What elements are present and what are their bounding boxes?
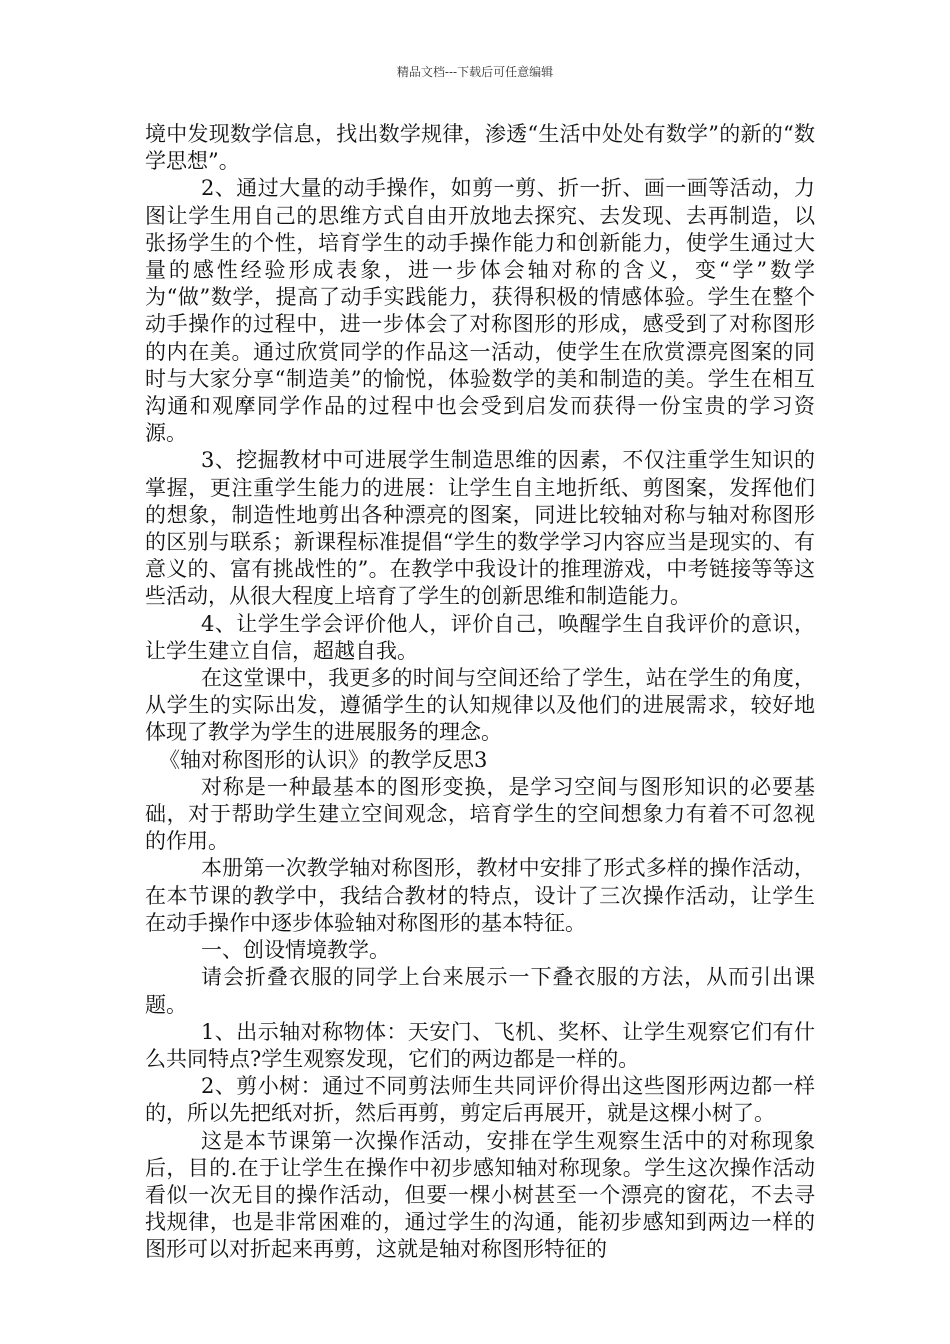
paragraph-11: 这是本节课第一次操作活动，安排在学生观察生活中的对称现象后，目的.在于让学生在操作中初步感知轴对称现象。学生这次操作活动看似一次无目的操作活动，但要一棵小树甚至一个漂亮的窗花，不去寻找规律，也是非常困难的，通过学生的沟通，能初步感知到两边一样的图形可以对折起来再剪，这就是轴对称图形特征的	[145, 1128, 815, 1262]
paragraph-6: 对称是一种最基本的图形变换，是学习空间与图形知识的必要基础，对于帮助学生建立空间观念，培育学生的空间想象力有着不可忽视的作用。	[145, 774, 815, 854]
paragraph-10: 2、剪小树：通过不同剪法师生共同评价得出这些图形两边都一样的，所以先把纸对折，然后再剪，剪定后再展开，就是这棵小树了。	[145, 1074, 815, 1126]
paragraph-4: 4、让学生学会评价他人，评价自己，唤醒学生自我评价的意识，让学生建立自信，超越自我。	[145, 611, 815, 663]
paragraph-8: 请会折叠衣服的同学上台来展示一下叠衣服的方法，从而引出课题。	[145, 965, 815, 1017]
page-header: 精品文档---下载后可任意编辑	[396, 65, 554, 79]
subheading-1: 一、创设情境教学。	[201, 938, 390, 963]
paragraph-5: 在这堂课中，我更多的时间与空间还给了学生，站在学生的角度，从学生的实际出发，遵循学生的认知规律以及他们的进展需求，较好地体现了教学为学生的进展服务的理念。	[145, 666, 815, 745]
paragraph-7: 本册第一次教学轴对称图形，教材中安排了形式多样的操作活动，在本节课的教学中，我结合教材的特点，设计了三次操作活动，让学生在动手操作中逐步体验轴对称图形的基本特征。	[145, 856, 815, 935]
paragraph-9: 1、出示轴对称物体：天安门、飞机、奖杯、让学生观察它们有什么共同特点?学生观察发现，它们的两边都是一样的。	[145, 1019, 815, 1071]
document-body	[145, 121, 815, 1264]
paragraph-2: 2、通过大量的动手操作，如剪一剪、折一折、画一画等活动，力图让学生用自己的思维方式自由开放地去探究、去发现、去再制造，以张扬学生的个性，培育学生的动手操作能力和创新能力，使学生通过大量的感性经验形成表象，进一步体会轴对称的含义，变“学”数学为“做”数学，提高了动手实践能力，获得积极的情感体验。学生在整个动手操作的过程中，进一步体会了对称图形的形成，感受到了对称图形的内在美。通过欣赏同学的作品这一活动，使学生在欣赏漂亮图案的同时与大家分享“制造美”的愉悦，体验数学的美和制造的美。学生在相互沟通和观摩同学作品的过程中也会受到启发而获得一份宝贵的学习资源。	[145, 176, 815, 446]
section-title: 《轴对称图形的认识》的教学反思3	[159, 747, 488, 772]
paragraph-1: 境中发现数学信息，找出数学规律，渗透“生活中处处有数学”的新的“数学思想”。	[145, 122, 815, 174]
paragraph-3: 3、挖掘教材中可进展学生制造思维的因素，不仅注重学生知识的掌握，更注重学生能力的进展：让学生自主地折纸、剪图案，发挥他们的想象，制造性地剪出各种漂亮的图案，同进比较轴对称与轴对称图形的区别与联系；新课程标准提倡“学生的数学学习内容应当是现实的、有意义的、富有挑战性的”。在教学中我设计的推理游戏，中考链接等等这些活动，从很大程度上培育了学生的创新思维和制造能力。	[145, 448, 815, 609]
